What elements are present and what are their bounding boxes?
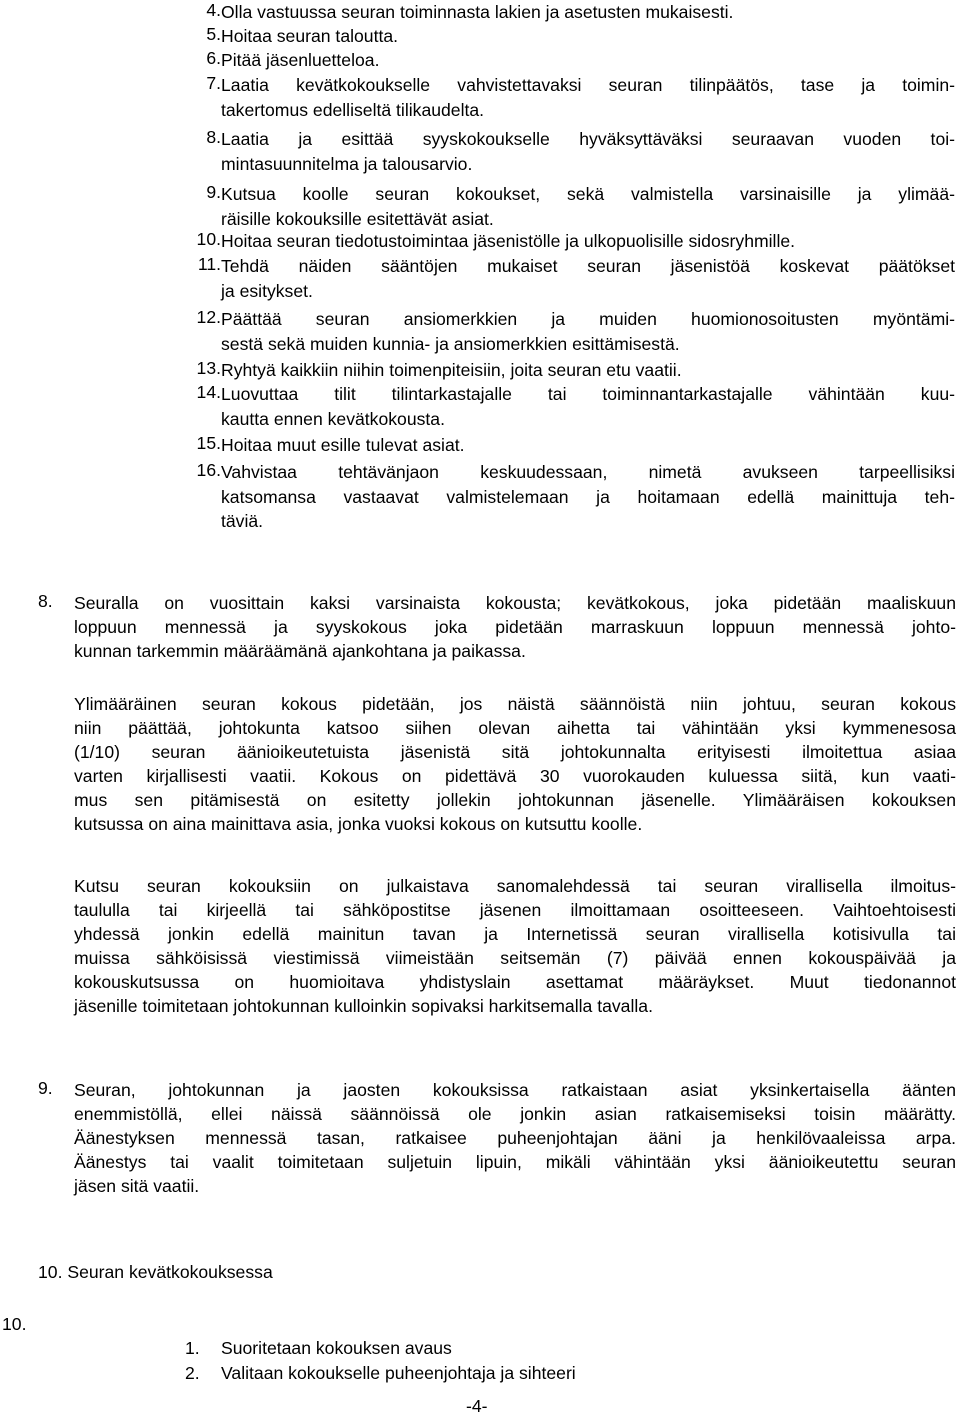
list-item-line: Laatia ja esittää syyskokoukselle hyväksyttäväksi seuraavan vuoden toi- (221, 129, 955, 149)
list-item-line: Vahvistaa tehtävänjaon keskuudessaan, nimetä avukseen tarpeellisiksi (221, 462, 955, 482)
list-item-line: kautta ennen kevätkokousta. (221, 408, 445, 429)
paragraph-line: yhdessä jonkin edellä mainitun tavan ja Internetissä seuran virallisella kotisivulla tai (74, 924, 956, 944)
paragraph-line: jäsenille toimitetaan johtokunnan kulloinkin sopivaksi harkitsemalla tavalla. (74, 996, 653, 1016)
list-item-text (221, 254, 955, 303)
list-item-line: Tehdä näiden sääntöjen mukaiset seuran jäsenistöä koskevat päätökset (221, 256, 955, 276)
list-item-number: 11. (197, 254, 221, 274)
paragraph-line: niin päättää, johtokunta katsoo siihen olevan aihetta tai vähintään yksi kymmenesosa (74, 718, 956, 738)
paragraph-line: kutsussa on aina mainittava asia, jonka vuoksi kokous on kutsuttu koolle. (74, 814, 643, 834)
list-item-text (221, 24, 955, 49)
list-item-line: katsomansa vastaavat valmistelemaan ja hoitamaan edellä mainittuja teh- (221, 486, 955, 507)
agenda-item-number: 2. (185, 1363, 200, 1383)
list-item-number: 7. (206, 73, 221, 93)
section-8-number: 8. (38, 591, 53, 611)
list-item-number: 9. (206, 182, 221, 202)
list-item-text (221, 229, 955, 254)
section-8-paragraph-1 (74, 591, 956, 663)
list-item-text (221, 460, 955, 534)
paragraph-line: Seuran, johtokunnan ja jaosten kokouksissa ratkaistaan asiat yksinkertaisella äänten (74, 1080, 956, 1100)
paragraph-line: varten kirjallisesti vaatii. Kokous on pidettävä 30 vuorokauden kuluessa siitä, kun vaati- (74, 766, 956, 786)
list-item-line: ja esitykset. (221, 280, 313, 301)
list-item-text (221, 433, 955, 458)
agenda-item-text: Valitaan kokoukselle puheenjohtaja ja sihteeri (221, 1363, 576, 1383)
list-item-number: 16. (196, 460, 221, 480)
list-item-line: Hoitaa seuran taloutta. (221, 26, 399, 46)
list-item-text (221, 127, 955, 176)
paragraph-line: kunnan tarkemmin määräämänä ajankohtana ja paikassa. (74, 641, 526, 661)
list-item-line: räisille kokouksille esitettävät asiat. (221, 208, 494, 229)
list-item-number: 6. (206, 48, 221, 68)
list-item-line: Pitää jäsenluetteloa. (221, 50, 380, 70)
list-item-line: Luovuttaa tilit tilintarkastajalle tai toiminnantarkastajalle vähintään kuu- (221, 384, 955, 404)
section-10-heading: 10. Seuran kevätkokouksessa (38, 1262, 273, 1282)
list-item-text (221, 358, 955, 383)
list-item-number: 8. (206, 127, 221, 147)
section-8-paragraph-3 (74, 874, 956, 1018)
list-item-text (221, 307, 955, 356)
list-item-line: mintasuunnitelma ja talousarvio. (221, 153, 473, 174)
list-item-line: täviä. (221, 511, 264, 531)
paragraph-line: loppuun mennessä ja syyskokous joka pidetään marraskuun loppuun mennessä johto- (74, 617, 956, 637)
paragraph-line: Ylimääräinen seuran kokous pidetään, jos näistä säännöistä niin johtuu, seuran kokous (74, 694, 956, 714)
list-item-text (221, 73, 955, 122)
list-item-line: Hoitaa seuran tiedotustoimintaa jäsenistölle ja ulkopuolisille sidosryhmille. (221, 231, 796, 251)
list-item-number: 15. (196, 433, 221, 453)
list-item-text (221, 182, 955, 231)
list-item-line: Olla vastuussa seuran toiminnasta lakien ja asetusten mukaisesti. (221, 2, 734, 22)
section-9-number: 9. (38, 1078, 53, 1098)
paragraph-line: Äänestyksen mennessä tasan, ratkaisee puheenjohtajan ääni ja henkilövaaleissa arpa. (74, 1128, 956, 1148)
paragraph-line: Seuralla on vuosittain kaksi varsinaista kokousta; kevätkokous, joka pidetään maaliskuun (74, 593, 956, 613)
paragraph-line: muissa sähköisissä viestimissä viimeistään seitsemän (7) päivää ennen kokouspäivää ja (74, 948, 956, 968)
list-item-line: Hoitaa muut esille tulevat asiat. (221, 435, 465, 455)
list-item-number: 10. (196, 229, 221, 249)
list-item-line: takertomus edelliseltä tilikaudelta. (221, 99, 485, 120)
agenda-item-number: 1. (185, 1338, 200, 1358)
paragraph-line: jäsen sitä vaatii. (74, 1176, 200, 1196)
list-item-number: 13. (196, 358, 221, 378)
list-item-line: Päättää seuran ansiomerkkien ja muiden huomionosoitusten myöntämi- (221, 309, 955, 329)
list-item-text (221, 382, 955, 431)
paragraph-line: (1/10) seuran äänioikeutetuista jäsenistä sitä johtokunnalta erityisesti ilmoitettua asiaa (74, 742, 956, 762)
paragraph-line: Äänestys tai vaalit toimitetaan suljetuin lipuin, mikäli vähintään yksi äänioikeutettu seuran (74, 1152, 956, 1172)
list-item-number: 4. (206, 0, 221, 20)
paragraph-line: mus sen pitämisestä on esitetty jollekin johtokunnan jäsenelle. Ylimääräisen kokouksen (74, 790, 956, 810)
page-number: -4- (466, 1396, 488, 1416)
list-item-line: Laatia kevätkokoukselle vahvistettavaksi seuran tilinpäätös, tase ja toimin- (221, 75, 955, 95)
list-item-number: 12. (196, 307, 221, 327)
paragraph-line: enemmistöllä, ellei näissä säännöissä ole jonkin asian ratkaisemiseksi toisin määrätty. (74, 1104, 956, 1124)
list-item-number: 14. (196, 382, 221, 402)
paragraph-line: Kutsu seuran kokouksiin on julkaistava sanomalehdessä tai seuran virallisella ilmoitus- (74, 876, 956, 896)
list-item-line: Ryhtyä kaikkiin niihin toimenpiteisiin, joita seuran etu vaatii. (221, 360, 682, 380)
paragraph-line: taululla tai kirjeellä tai sähköpostitse jäsenen ilmoittamaan osoitteeseen. Vaihtoehtoisesti (74, 900, 956, 920)
list-item-number: 5. (206, 24, 221, 44)
list-item-line: Kutsua koolle seuran kokoukset, sekä valmistella varsinaisille ja ylimää- (221, 184, 955, 204)
list-item-text (221, 48, 955, 73)
list-item-line: sestä sekä muiden kunnia- ja ansiomerkkien esittämisestä. (221, 333, 680, 354)
section-8-paragraph-2 (74, 692, 956, 836)
section-10-margin-number: 10. (2, 1314, 27, 1334)
list-item-text (221, 0, 955, 25)
section-9-paragraph (74, 1078, 956, 1198)
paragraph-line: kokouskutsussa on huomioitava yhdistyslain asettamat määräykset. Muut tiedonannot (74, 972, 956, 992)
agenda-item-text: Suoritetaan kokouksen avaus (221, 1338, 452, 1358)
